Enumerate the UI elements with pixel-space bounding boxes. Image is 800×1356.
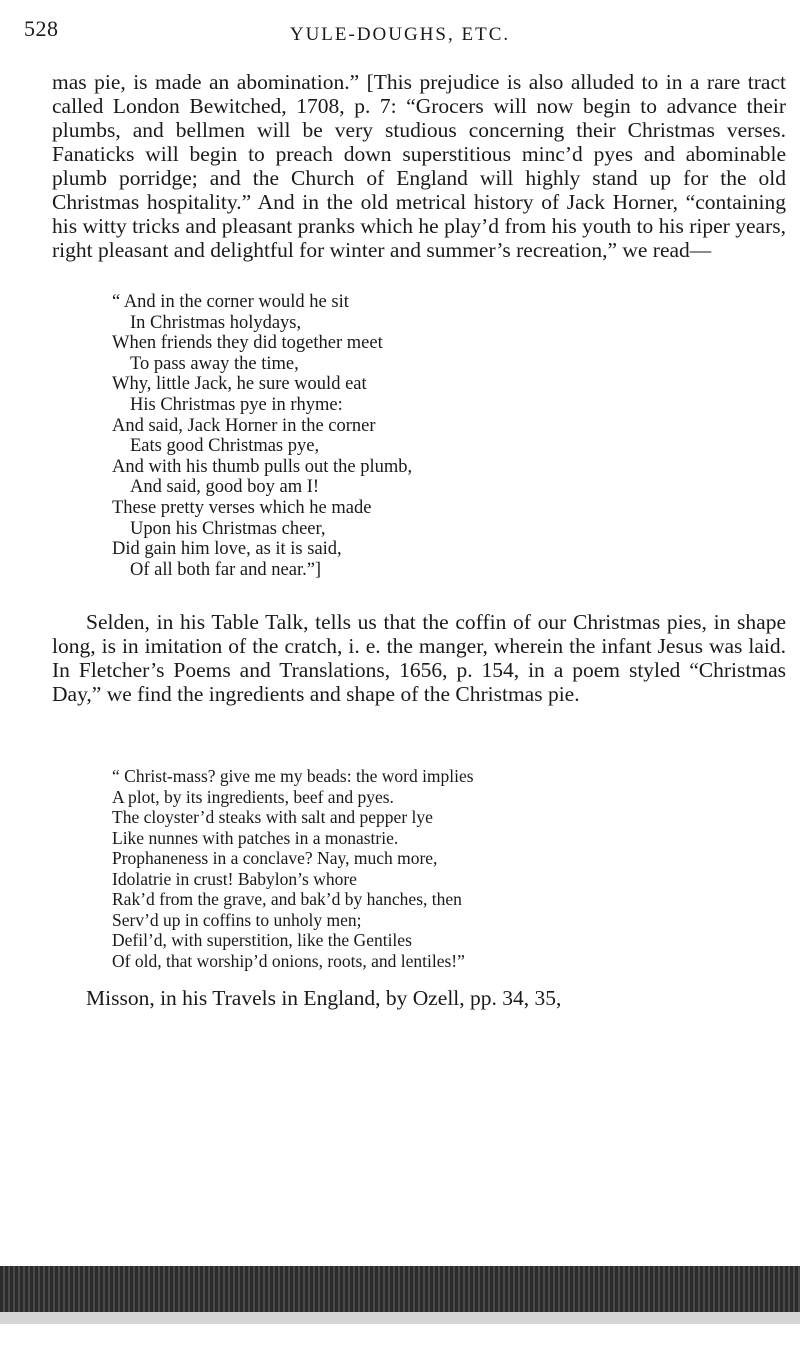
verse-line: And said, good boy am I!	[130, 477, 320, 498]
jack-horner-verse	[112, 292, 752, 580]
paragraph-misson	[52, 986, 786, 1010]
verse-line: These pretty verses which he made	[112, 497, 372, 518]
scan-edge-shadow	[0, 1312, 800, 1324]
verse-line: Prophaneness in a conclave? Nay, much more,	[112, 848, 438, 868]
scan-edge-band	[0, 1266, 800, 1312]
verse-line: To pass away the time,	[130, 353, 299, 374]
verse-line: Like nunnes with patches in a monastrie.	[112, 827, 399, 848]
verse-line: Defil’d, with superstition, like the Gentiles	[112, 930, 412, 950]
verse-line: When friends they did together meet	[112, 333, 383, 354]
christmas-day-verse	[112, 766, 752, 971]
verse-line: Why, little Jack, he sure would eat	[112, 374, 367, 395]
paragraph-jack-horner-intro	[52, 70, 786, 262]
verse-line: Upon his Christmas cheer,	[130, 518, 326, 539]
verse-line: Serv’d up in coffins to unholy men;	[112, 909, 362, 930]
page-number: 528	[24, 16, 59, 41]
verse-line: Did gain him love, as it is said,	[112, 539, 342, 560]
paragraph-text: mas pie, is made an abomination.” [This prejudice is also alluded to in a rare tract called London Bewitched, 1708, p. 7: “Grocers will now begin to advance their plumbs, and bellmen will be very studious concerning their Christmas verses. Fanaticks will begin to preach down superstitious minc’d pyes and abominable plumb porridge; and the Church of England will highly stand up for the old Christmas hospitality.” And in the old metrical history of Jack Horner, “containing his witty tricks and pleasant pranks which he play’d from his youth to his riper years, right pleasant and delightful for winter and summer’s recreation,” we read—	[52, 70, 786, 262]
verse-line: Idolatrie in crust! Babylon’s whore	[112, 868, 357, 889]
verse-line: “ Christ-mass? give me my beads: the word implies	[112, 766, 474, 786]
verse-line: And said, Jack Horner in the corner	[112, 415, 376, 436]
paragraph-text: Misson, in his Travels in England, by Ozell, pp. 34, 35,	[86, 986, 562, 1010]
running-head: YULE-DOUGHS, ETC.	[289, 24, 511, 45]
verse-line: In Christmas holydays,	[130, 312, 302, 333]
verse-line: A plot, by its ingredients, beef and pyes.	[112, 786, 394, 807]
verse-line: And with his thumb pulls out the plumb,	[112, 456, 413, 477]
verse-line: Of old, that worship’d onions, roots, and lentiles!”	[112, 950, 465, 971]
paragraph-selden-fletcher	[52, 610, 786, 706]
verse-line: Rak’d from the grave, and bak’d by hanches, then	[112, 889, 462, 909]
verse-line: His Christmas pye in rhyme:	[130, 394, 343, 415]
verse-line: Eats good Christmas pye,	[130, 436, 320, 457]
verse-line: Of all both far and near.”]	[130, 559, 322, 580]
verse-line: “ And in the corner would he sit	[112, 292, 349, 312]
paragraph-text: Selden, in his Table Talk, tells us that the coffin of our Christmas pies, in shape long, is in imitation of the cratch, i. e. the manger, wherein the infant Jesus was laid. In Fletcher’s Poems and Translations, 1656, p. 154, in a poem styled “Christmas Day,” we find the ingredients and shape of the Christmas pie.	[52, 610, 786, 706]
verse-line: The cloyster’d steaks with salt and pepper lye	[112, 807, 433, 827]
